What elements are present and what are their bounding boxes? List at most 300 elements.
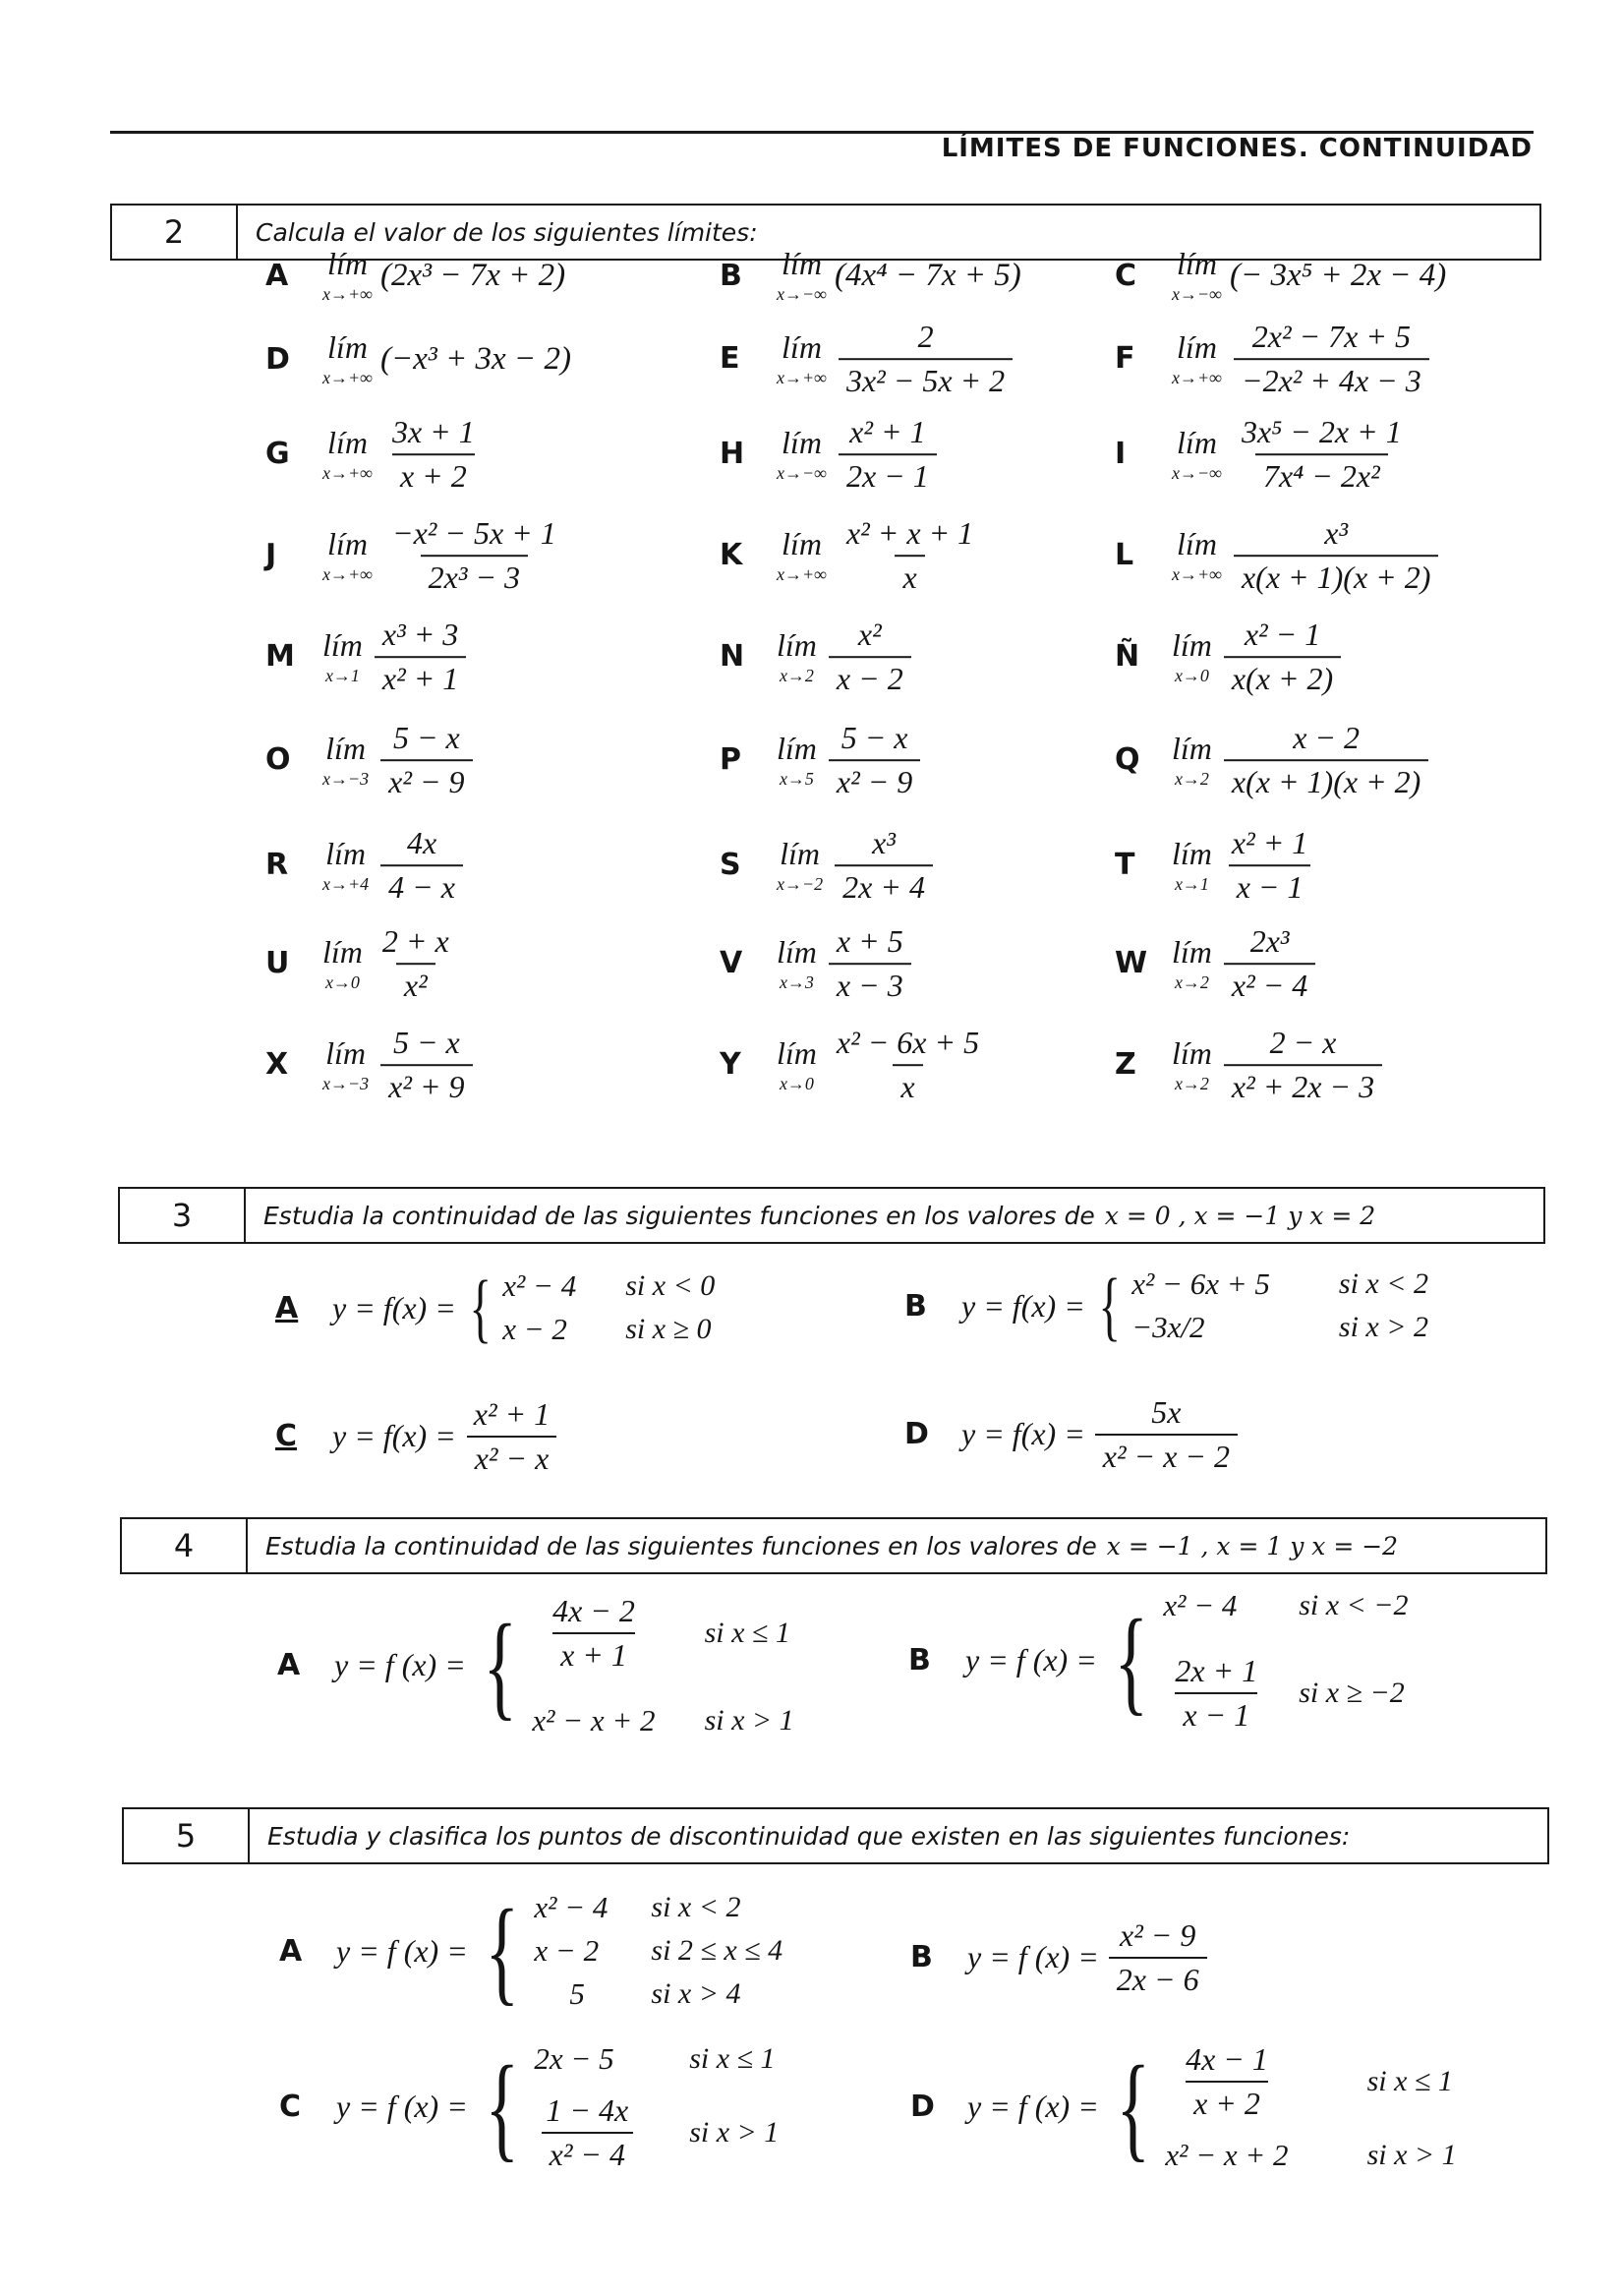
limit-item xyxy=(265,414,487,495)
function-5A xyxy=(279,1885,783,2016)
piece-cond: si x > 2 xyxy=(1338,1311,1428,1343)
lim-subscript: x→2 xyxy=(1174,1074,1209,1093)
brace: { xyxy=(485,1885,519,2016)
lim-word: lím xyxy=(1172,627,1212,663)
numerator: 5 − x xyxy=(392,720,460,756)
numerator: 3x + 1 xyxy=(391,414,475,450)
item-letter: A xyxy=(277,1648,301,1683)
lim-word: lím xyxy=(782,246,822,281)
piece-cond: si x > 1 xyxy=(1366,2138,1457,2171)
lim-subscript: x→+∞ xyxy=(1172,368,1222,387)
piece-cond: si x < 2 xyxy=(651,1891,741,1923)
numerator: 4x − 2 xyxy=(552,1593,635,1628)
lim-subscript: x→−∞ xyxy=(1172,463,1222,483)
fraction xyxy=(839,515,981,596)
numerator: x³ + 3 xyxy=(381,617,459,653)
function-4B xyxy=(908,1588,1409,1734)
denominator: x + 1 xyxy=(552,1632,635,1674)
lim-subscript: x→−3 xyxy=(322,769,370,789)
fraction xyxy=(466,1396,557,1477)
brace: { xyxy=(469,1265,492,1350)
fraction xyxy=(375,617,466,697)
function-lhs: y = f(x) = xyxy=(961,1416,1085,1452)
item-letter: Z xyxy=(1115,1047,1136,1083)
lim-subscript: x→2 xyxy=(1174,769,1209,789)
lim-subscript: x→−3 xyxy=(322,1074,370,1093)
limit-operator xyxy=(1172,733,1212,788)
item-letter: F xyxy=(1115,341,1135,377)
section-instruction: Estudia la continuidad de las siguientes funciones en los valores de xyxy=(263,1201,1095,1230)
piece-cond: si x < −2 xyxy=(1299,1589,1409,1621)
piecewise xyxy=(1131,1266,1428,1345)
limit-operator xyxy=(1172,936,1212,991)
numerator: 2x² − 7x + 5 xyxy=(1251,319,1411,355)
limit-operator xyxy=(777,733,817,788)
fraction xyxy=(380,1025,472,1105)
lim-word: lím xyxy=(782,329,822,365)
piecewise xyxy=(1163,1588,1408,1734)
limit-item xyxy=(265,923,461,1004)
denominator: x + 2 xyxy=(392,453,475,495)
numerator: 2 − x xyxy=(1269,1025,1337,1061)
denominator: x(x + 1)(x + 2) xyxy=(1234,555,1438,596)
function-lhs: y = f(x) = xyxy=(332,1289,456,1325)
section-number: 4 xyxy=(122,1519,248,1572)
page-title: LÍMITES DE FUNCIONES. CONTINUIDAD xyxy=(941,134,1533,163)
limit-operator xyxy=(322,838,369,893)
limit-item xyxy=(1115,923,1319,1004)
fraction xyxy=(384,414,483,495)
denominator: x² − 9 xyxy=(380,759,472,800)
denominator: x(x + 2) xyxy=(1224,656,1341,697)
lim-word: lím xyxy=(1172,731,1212,766)
piece-cond: si x > 1 xyxy=(704,1703,794,1737)
brace: { xyxy=(485,2040,519,2172)
fraction xyxy=(536,1593,651,1674)
piece-expr: x² − 6x + 5 xyxy=(1131,1266,1270,1301)
piece-expr: x − 2 xyxy=(534,1933,600,1968)
limit-operator xyxy=(1172,528,1222,583)
denominator: x² xyxy=(396,963,435,1004)
brace: { xyxy=(1098,1263,1121,1348)
limit-operator xyxy=(777,838,823,893)
lim-word: lím xyxy=(1177,526,1217,561)
numerator: 4x − 1 xyxy=(1186,2041,1268,2077)
numerator: 1 − 4x xyxy=(546,2092,629,2128)
lim-word: lím xyxy=(1172,836,1212,871)
function-4A xyxy=(277,1593,794,1738)
fraction xyxy=(1095,1394,1238,1475)
lim-word: lím xyxy=(777,731,817,766)
lim-subscript: x→5 xyxy=(779,769,814,789)
lim-subscript: x→+4 xyxy=(322,874,370,894)
piece-expr: x − 2 xyxy=(502,1312,567,1346)
numerator: x² xyxy=(857,617,882,653)
lim-subscript: x→−∞ xyxy=(777,463,827,483)
lim-word: lím xyxy=(777,627,817,663)
numerator: 2x + 1 xyxy=(1175,1653,1258,1688)
denominator: 2x − 6 xyxy=(1109,1957,1207,1998)
fraction xyxy=(1224,923,1315,1004)
limit-operator xyxy=(1172,248,1222,303)
item-letter: C xyxy=(275,1419,298,1454)
denominator: x xyxy=(895,555,924,596)
lim-subscript: x→0 xyxy=(324,972,360,992)
fraction xyxy=(839,319,1013,399)
lim-subscript: x→0 xyxy=(779,1074,814,1093)
piece-expr: x² − x + 2 xyxy=(1165,2137,1289,2172)
item-letter: C xyxy=(279,2090,302,2125)
lim-word: lím xyxy=(782,425,822,460)
numerator: 5x xyxy=(1151,1394,1182,1430)
lim-subscript: x→−∞ xyxy=(1172,284,1222,304)
numerator: 4x xyxy=(406,825,437,861)
denominator: x − 3 xyxy=(829,963,911,1004)
piece-expr: x² − x + 2 xyxy=(532,1702,656,1737)
piece-cond: si x < 0 xyxy=(625,1269,716,1302)
piece-cond: si 2 ≤ x ≤ 4 xyxy=(651,1934,783,1967)
denominator: 3x² − 5x + 2 xyxy=(839,358,1013,399)
item-letter: K xyxy=(720,538,743,573)
lim-word: lím xyxy=(322,934,363,970)
limit-operator xyxy=(1172,838,1212,893)
numerator: −x² − 5x + 1 xyxy=(391,515,556,552)
denominator: 2x − 1 xyxy=(839,453,937,495)
item-letter: P xyxy=(720,742,741,778)
limit-item xyxy=(265,720,477,800)
limit-item xyxy=(1115,825,1319,906)
piece-cond: si x ≥ 0 xyxy=(625,1313,712,1345)
piece-cond: si x ≥ −2 xyxy=(1299,1676,1405,1709)
section-values: x = −1 , x = 1 y x = −2 xyxy=(1106,1531,1399,1560)
denominator: 4 − x xyxy=(380,864,463,906)
limit-operator xyxy=(322,1037,369,1092)
piecewise xyxy=(532,1593,793,1738)
item-letter: R xyxy=(265,848,289,883)
fraction xyxy=(1109,1917,1207,1998)
limit-item xyxy=(720,1025,991,1105)
denominator: 2x³ − 3 xyxy=(421,555,528,596)
limit-operator xyxy=(1172,1037,1212,1092)
limit-operator xyxy=(322,733,369,788)
limit-item xyxy=(1115,414,1414,495)
piecewise xyxy=(534,2041,779,2173)
denominator: x xyxy=(893,1064,922,1105)
item-letter: B xyxy=(720,258,742,293)
item-letter: D xyxy=(265,341,290,377)
fraction xyxy=(839,414,937,495)
denominator: −2x² + 4x − 3 xyxy=(1234,358,1429,399)
item-letter: N xyxy=(720,639,745,675)
fraction xyxy=(538,2092,636,2173)
numerator: x + 5 xyxy=(836,923,903,960)
lim-word: lím xyxy=(325,731,367,766)
denominator: x² − 9 xyxy=(829,759,920,800)
function-lhs: y = f(x) = xyxy=(332,1418,456,1454)
limit-operator xyxy=(322,936,363,991)
limit-item xyxy=(720,414,941,495)
function-3A xyxy=(275,1265,716,1350)
lim-word: lím xyxy=(782,526,822,561)
item-letter: D xyxy=(910,2090,935,2125)
lim-subscript: x→−∞ xyxy=(777,284,827,304)
limit-operator xyxy=(322,427,373,482)
numerator: 2 + x xyxy=(381,923,449,960)
function-3C xyxy=(275,1396,561,1477)
lim-word: lím xyxy=(325,1035,367,1071)
limit-operator xyxy=(777,629,817,684)
function-3D xyxy=(904,1394,1242,1475)
lim-word: lím xyxy=(1172,934,1212,970)
piece-cond: si x < 2 xyxy=(1338,1267,1428,1300)
limit-item xyxy=(720,825,937,906)
limit-operator xyxy=(777,331,827,386)
lim-subscript: x→−2 xyxy=(777,874,824,894)
piece-expr: x² − 4 xyxy=(1163,1588,1238,1622)
item-letter: Y xyxy=(720,1047,741,1083)
item-letter: O xyxy=(265,742,291,778)
lim-word: lím xyxy=(1177,425,1217,460)
numerator: x² + 1 xyxy=(849,414,926,450)
fraction xyxy=(1234,319,1429,399)
fraction xyxy=(384,515,564,596)
numerator: x² + x + 1 xyxy=(845,515,974,552)
section-number: 2 xyxy=(112,206,238,259)
item-letter: A xyxy=(275,1290,299,1325)
lim-subscript: x→+∞ xyxy=(777,368,827,387)
function-5B xyxy=(910,1917,1211,1998)
section-number: 3 xyxy=(120,1189,246,1242)
numerator: x² + 1 xyxy=(473,1396,551,1432)
lim-word: lím xyxy=(1177,246,1217,281)
fraction xyxy=(829,1025,987,1105)
limit-operator xyxy=(322,629,363,684)
piece-cond: si x > 1 xyxy=(689,2115,780,2149)
lim-subscript: x→+∞ xyxy=(777,564,827,584)
section-5-header xyxy=(122,1807,1549,1864)
limit-operator xyxy=(322,248,373,303)
lim-word: lím xyxy=(1172,1035,1212,1071)
fraction xyxy=(1169,2041,1284,2122)
limit-expression: (− 3x⁵ + 2x − 4) xyxy=(1229,257,1447,293)
fraction xyxy=(829,720,920,800)
limit-item xyxy=(1115,515,1442,596)
lim-word: lím xyxy=(327,329,368,365)
lim-word: lím xyxy=(327,425,368,460)
section-values: x = 0 , x = −1 y x = 2 xyxy=(1104,1201,1376,1230)
denominator: x² − x − 2 xyxy=(1095,1434,1238,1475)
piece-cond: si x ≤ 1 xyxy=(689,2042,776,2075)
denominator: x² + 2x − 3 xyxy=(1224,1064,1382,1105)
function-lhs: y = f (x) = xyxy=(336,2089,468,2125)
section-4-header xyxy=(120,1517,1547,1574)
limit-item xyxy=(265,1025,477,1105)
piece-expr: 5 xyxy=(569,1976,585,2011)
lim-subscript: x→3 xyxy=(779,972,814,992)
item-letter: D xyxy=(904,1417,929,1452)
item-letter: C xyxy=(1115,258,1137,293)
function-lhs: y = f (x) = xyxy=(967,2089,1099,2125)
lim-subscript: x→+∞ xyxy=(1172,564,1222,584)
denominator: x² + 1 xyxy=(375,656,466,697)
piecewise xyxy=(1165,2041,1456,2173)
function-3B xyxy=(904,1263,1428,1348)
item-letter: W xyxy=(1115,946,1148,981)
item-letter: B xyxy=(910,1940,933,1975)
item-letter: S xyxy=(720,848,741,883)
limit-operator xyxy=(1172,629,1212,684)
lim-subscript: x→0 xyxy=(1174,666,1209,685)
limit-item xyxy=(265,248,565,303)
section-instruction: Estudia y clasifica los puntos de discontinuidad que existen en las siguientes funciones: xyxy=(267,1821,1351,1851)
item-letter: Ñ xyxy=(1115,639,1140,675)
denominator: x − 1 xyxy=(1229,864,1311,906)
limit-item xyxy=(1115,248,1446,303)
piece-expr: 2x − 5 xyxy=(534,2041,614,2076)
piece-expr: x² − 4 xyxy=(502,1268,577,1303)
denominator: x + 2 xyxy=(1186,2081,1268,2122)
fraction xyxy=(1224,1025,1382,1105)
lim-word: lím xyxy=(327,526,368,561)
item-letter: A xyxy=(279,1933,303,1969)
limit-item xyxy=(720,515,985,596)
brace: { xyxy=(483,1599,517,1731)
section-instruction: Estudia la continuidad de las siguientes funciones en los valores de xyxy=(265,1531,1097,1560)
item-letter: A xyxy=(265,258,289,293)
lim-subscript: x→+∞ xyxy=(322,368,373,387)
lim-word: lím xyxy=(780,836,821,871)
fraction xyxy=(829,923,911,1004)
brace: { xyxy=(1114,1594,1148,1726)
numerator: x² − 6x + 5 xyxy=(836,1025,980,1061)
function-5C xyxy=(279,2041,779,2173)
fraction xyxy=(1234,414,1410,495)
denominator: 7x⁴ − 2x² xyxy=(1255,453,1388,495)
limit-item xyxy=(720,720,924,800)
lim-word: lím xyxy=(325,836,367,871)
lim-word: lím xyxy=(322,627,363,663)
item-letter: U xyxy=(265,946,290,981)
numerator: x − 2 xyxy=(1293,720,1360,756)
item-letter: I xyxy=(1115,437,1127,472)
brace: { xyxy=(1116,2040,1150,2172)
limit-operator xyxy=(777,936,817,991)
limit-item xyxy=(1115,1025,1386,1105)
function-5D xyxy=(910,2041,1457,2173)
lim-word: lím xyxy=(777,934,817,970)
limit-expression: (−x³ + 3x − 2) xyxy=(379,340,571,377)
piece-cond: si x ≤ 1 xyxy=(704,1616,790,1649)
numerator: x² − 9 xyxy=(1120,1917,1196,1953)
limit-operator xyxy=(322,528,373,583)
piecewise xyxy=(534,1890,783,2012)
denominator: x(x + 1)(x + 2) xyxy=(1224,759,1428,800)
denominator: 2x + 4 xyxy=(835,864,933,906)
numerator: 3x⁵ − 2x + 1 xyxy=(1241,414,1402,450)
denominator: x² + 9 xyxy=(380,1064,472,1105)
item-letter: B xyxy=(904,1288,927,1324)
piecewise xyxy=(502,1268,715,1347)
numerator: x³ xyxy=(872,825,896,861)
limit-item xyxy=(720,923,915,1004)
item-letter: T xyxy=(1115,848,1135,883)
numerator: x² + 1 xyxy=(1231,825,1308,861)
limit-item xyxy=(265,331,571,386)
item-letter: E xyxy=(720,341,740,377)
numerator: 5 − x xyxy=(840,720,908,756)
denominator: x² − x xyxy=(467,1436,557,1477)
limit-operator xyxy=(777,248,827,303)
limit-item xyxy=(1115,720,1432,800)
lim-subscript: x→1 xyxy=(1174,874,1209,894)
fraction xyxy=(1224,720,1428,800)
item-letter: B xyxy=(908,1643,931,1678)
item-letter: H xyxy=(720,437,745,472)
section-number: 5 xyxy=(124,1809,250,1862)
fraction xyxy=(829,617,911,697)
item-letter: V xyxy=(720,946,743,981)
lim-word: lím xyxy=(327,246,368,281)
item-letter: X xyxy=(265,1047,289,1083)
denominator: x² − 4 xyxy=(1224,963,1315,1004)
item-letter: M xyxy=(265,639,295,675)
limit-operator xyxy=(777,528,827,583)
limit-operator xyxy=(1172,427,1222,482)
piece-cond: si x ≤ 1 xyxy=(1366,2064,1453,2097)
limit-item xyxy=(265,515,568,596)
fraction xyxy=(375,923,457,1004)
numerator: 2 xyxy=(917,319,934,355)
limit-operator xyxy=(777,427,827,482)
item-letter: Q xyxy=(1115,742,1140,778)
fraction xyxy=(835,825,933,906)
item-letter: J xyxy=(265,538,277,573)
fraction xyxy=(1234,515,1438,596)
numerator: x³ xyxy=(1324,515,1349,552)
fraction xyxy=(380,825,463,906)
denominator: x − 2 xyxy=(829,656,911,697)
limit-item xyxy=(265,825,467,906)
fraction xyxy=(1224,825,1315,906)
limit-expression: (2x³ − 7x + 2) xyxy=(379,257,566,293)
limit-item xyxy=(1115,319,1433,399)
lim-subscript: x→+∞ xyxy=(322,284,373,304)
limit-item xyxy=(720,248,1021,303)
function-lhs: y = f (x) = xyxy=(336,1932,468,1969)
limit-operator xyxy=(777,1037,817,1092)
lim-word: lím xyxy=(1177,329,1217,365)
function-lhs: y = f (x) = xyxy=(965,1642,1097,1678)
fraction xyxy=(380,720,472,800)
item-letter: G xyxy=(265,437,290,472)
function-lhs: y = f (x) = xyxy=(967,1939,1099,1975)
limit-operator xyxy=(322,331,373,386)
item-letter: L xyxy=(1115,538,1134,573)
lim-subscript: x→+∞ xyxy=(322,463,373,483)
function-lhs: y = f(x) = xyxy=(961,1287,1085,1324)
fraction xyxy=(1167,1653,1265,1734)
piece-expr: x² − 4 xyxy=(534,1890,609,1924)
limit-item xyxy=(720,617,915,697)
limit-item xyxy=(265,617,470,697)
lim-subscript: x→+∞ xyxy=(322,564,373,584)
function-lhs: y = f (x) = xyxy=(334,1647,466,1683)
piece-cond: si x > 4 xyxy=(651,1977,741,2010)
numerator: 2x³ xyxy=(1249,923,1290,960)
lim-word: lím xyxy=(777,1035,817,1071)
limit-expression: (4x⁴ − 7x + 5) xyxy=(834,257,1021,293)
denominator: x − 1 xyxy=(1175,1692,1257,1734)
